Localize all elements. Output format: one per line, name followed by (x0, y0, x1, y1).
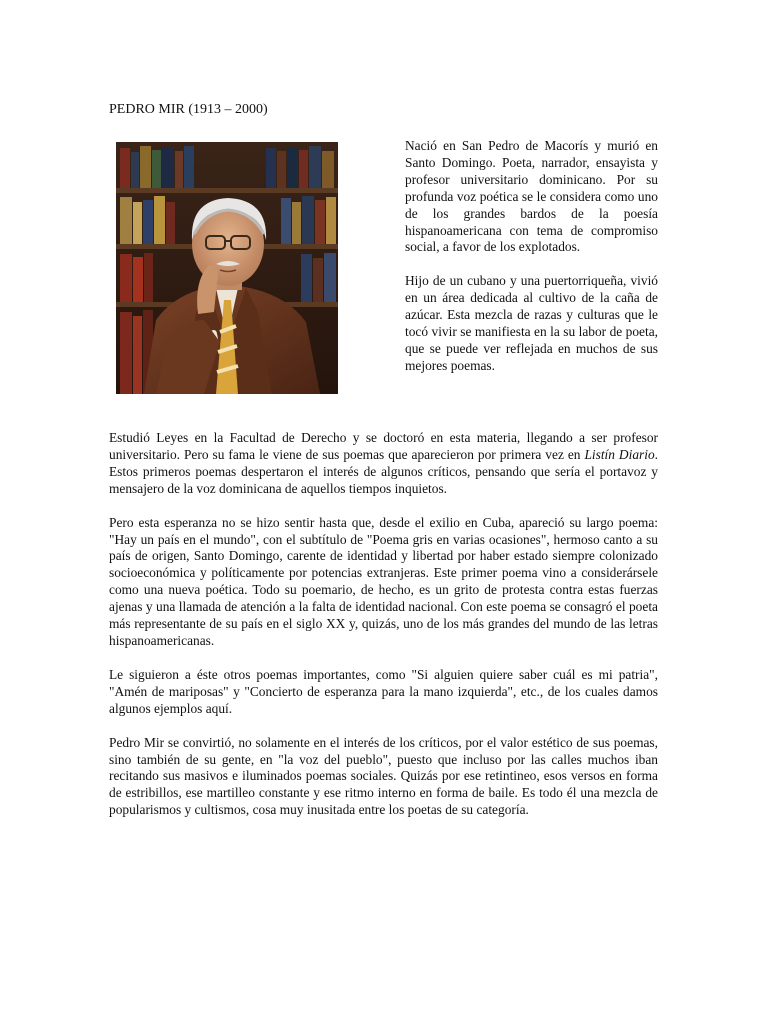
newspaper-name: Listín Diario (584, 446, 655, 462)
paragraph-studies-text-end: . Estos primeros poemas despertaron el interés de algunos críticos, pensando que sería el portavoz y mensajero de la voz dominicana de aquellos tiempos inquietos. (109, 446, 658, 496)
document-title: PEDRO MIR (1913 – 2000) (109, 102, 268, 117)
paragraph-popularity: Pedro Mir se convirtió, no solamente en el interés de los críticos, por el valor estético de sus poemas, sino también de su gente, en "la voz del pueblo", puesto que incluso por las calles muchos iban recitando sus masivos e iluminados poemas sociales. Quizás por ese retintineo, esos versos en forma de estribillos, ese martilleo constante y ese ritmo interno en forma de baile. Es todo él una mezcla de popularismos y cultismos, cosa muy inusitada entre los poetas de su categoría. (109, 734, 658, 818)
paragraph-studies (109, 430, 658, 498)
paragraph-origins: Hijo de un cubano y una puertorriqueña, vivió en un área dedicada al cultivo de la caña de azúcar. Esta mezcla de razas y culturas que le tocó vivir se manifiesta en la su labor de poeta, que se puede ver reflejada en muchos de sus mejores poemas. (405, 273, 658, 373)
paragraph-studies-text: Estudió Leyes en la Facultad de Derecho y se doctoró en esta materia, llegando a ser profesor universitario. Pero su fama le viene de sus poemas que aparecieron por primera vez en (109, 430, 658, 462)
author-portrait (116, 142, 338, 394)
paragraph-birth: Nació en San Pedro de Macorís y murió en Santo Domingo. Poeta, narrador, ensayista y profesor universitario dominicano. Por su profunda voz poética se le considera como uno de los grandes bardos de la poesía hispanoamericana con tema de compromiso social, a favor de los explotados. (405, 138, 658, 255)
main-text-body (109, 430, 658, 836)
paragraph-other-poems: Le siguieron a éste otros poemas importantes, como "Si alguien quiere saber cuál es mi patria", "Amén de mariposas" y "Concierto de esperanza para la mano izquierda", etc., de los cuales damos algunos ejemplos aquí. (109, 666, 658, 716)
side-text-column (405, 138, 658, 392)
paragraph-exile-poem: Pero esta esperanza no se hizo sentir hasta que, desde el exilio en Cuba, apareció su largo poema: "Hay un país en el mundo", con el subtítulo de "Poema gris en varias ocasiones", hermoso canto a su país de origen, Santo Domingo, carente de identidad y libertad por haber estado siempre colonizado socioeconómica y políticamente por potencias extranjeras. Este primer poema vino a considerársele como una nueva poética. Todo su poemario, de hecho, es un grito de protesta contra estas fuerzas ajenas y una llamada de atención a la falta de identidad nacional. Con este poema se consagró el poeta más representante de su país en el siglo XX y, quizás, uno de los más grandes del mundo de las letras hispanoamericanas. (109, 514, 658, 648)
